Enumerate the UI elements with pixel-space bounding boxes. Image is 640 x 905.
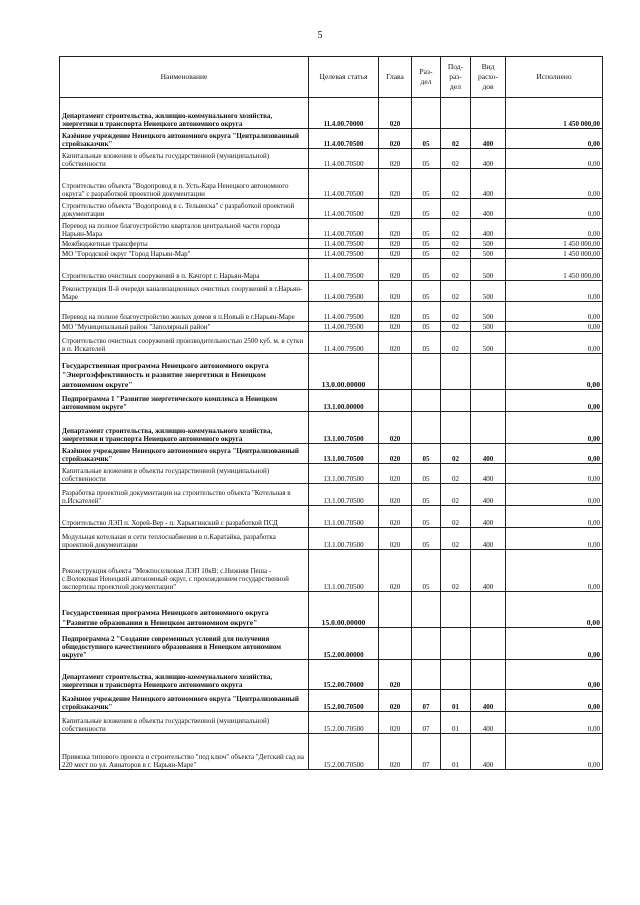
row-target-article: 11.4.00.79500 bbox=[309, 302, 379, 322]
table-row bbox=[60, 149, 603, 169]
row-subsection: 01 bbox=[441, 712, 471, 734]
row-executed-amount: 0,00 bbox=[506, 129, 603, 149]
row-chapter: 020 bbox=[379, 169, 412, 199]
row-executed-amount: 0,00 bbox=[506, 592, 603, 628]
row-section bbox=[412, 412, 441, 444]
row-subsection bbox=[441, 628, 471, 660]
row-expense-type: 400 bbox=[471, 149, 506, 169]
row-expense-type: 400 bbox=[471, 550, 506, 592]
table-row bbox=[60, 322, 603, 332]
row-target-article: 13.0.00.00000 bbox=[309, 354, 379, 390]
row-name: Департамент строительства, жилищно-коммунального хозяйства, энергетики и транспорта Ненецкого автономного округа bbox=[60, 660, 309, 690]
row-expense-type: 500 bbox=[471, 259, 506, 281]
row-subsection: 01 bbox=[441, 690, 471, 712]
row-chapter: 020 bbox=[379, 734, 412, 770]
row-executed-amount: 1 450 000,00 bbox=[506, 98, 603, 129]
row-expense-type: 500 bbox=[471, 249, 506, 259]
table-row bbox=[60, 592, 603, 628]
row-subsection: 02 bbox=[441, 550, 471, 592]
row-subsection: 02 bbox=[441, 259, 471, 281]
row-chapter: 020 bbox=[379, 129, 412, 149]
row-executed-amount: 0,00 bbox=[506, 506, 603, 528]
table-row bbox=[60, 302, 603, 322]
row-chapter: 020 bbox=[379, 550, 412, 592]
header-chapter: Глава bbox=[379, 57, 412, 98]
row-section bbox=[412, 98, 441, 129]
row-target-article: 11.4.00.79500 bbox=[309, 239, 379, 249]
row-expense-type: 400 bbox=[471, 464, 506, 484]
row-chapter: 020 bbox=[379, 464, 412, 484]
page-number: 5 bbox=[317, 30, 323, 41]
row-name: Капитальные вложения в объекты государственной (муниципальной) собственности bbox=[60, 712, 309, 734]
row-executed-amount: 0,00 bbox=[506, 332, 603, 354]
row-expense-type: 400 bbox=[471, 734, 506, 770]
row-executed-amount: 1 450 000,00 bbox=[506, 249, 603, 259]
header-name: Наименование bbox=[60, 57, 309, 98]
row-name: Строительство объекта "Водопровод в п. Усть-Кара Ненецкого автономного округа" с разработкой проектной документации bbox=[60, 169, 309, 199]
row-name: Межбюджетные трансферты bbox=[60, 239, 309, 249]
row-expense-type: 400 bbox=[471, 712, 506, 734]
row-section: 05 bbox=[412, 249, 441, 259]
row-subsection: 02 bbox=[441, 332, 471, 354]
row-subsection: 02 bbox=[441, 528, 471, 550]
row-name: Подпрограмма 2 "Создание современных условий для получения общедоступного качественного образования в Ненецком автономном округе" bbox=[60, 628, 309, 660]
row-name: Привязка типового проекта и строительство "под ключ" объекта "Детский сад на 220 мест по ул. Авиаторов в г. Нарьян-Маре" bbox=[60, 734, 309, 770]
row-subsection: 02 bbox=[441, 506, 471, 528]
row-section bbox=[412, 592, 441, 628]
row-section: 07 bbox=[412, 734, 441, 770]
row-chapter: 020 bbox=[379, 528, 412, 550]
row-subsection: 02 bbox=[441, 219, 471, 239]
table-header-row bbox=[60, 57, 603, 98]
row-subsection: 02 bbox=[441, 199, 471, 219]
row-chapter: 020 bbox=[379, 712, 412, 734]
row-executed-amount: 0,00 bbox=[506, 628, 603, 660]
row-section: 07 bbox=[412, 690, 441, 712]
row-target-article: 11.4.00.70500 bbox=[309, 169, 379, 199]
row-chapter: 020 bbox=[379, 259, 412, 281]
table-row bbox=[60, 129, 603, 149]
row-section: 05 bbox=[412, 281, 441, 302]
row-section: 05 bbox=[412, 464, 441, 484]
row-name: Строительство ЛЭП п. Хорей-Вер - п. Харьягинский с разработкой ПСД bbox=[60, 506, 309, 528]
row-expense-type: 400 bbox=[471, 169, 506, 199]
table-row bbox=[60, 199, 603, 219]
row-section: 05 bbox=[412, 199, 441, 219]
row-expense-type bbox=[471, 628, 506, 660]
row-section: 05 bbox=[412, 332, 441, 354]
row-target-article: 13.1.00.70500 bbox=[309, 412, 379, 444]
row-executed-amount: 0,00 bbox=[506, 281, 603, 302]
row-executed-amount: 0,00 bbox=[506, 322, 603, 332]
row-section: 05 bbox=[412, 444, 441, 464]
row-chapter bbox=[379, 592, 412, 628]
row-section: 05 bbox=[412, 528, 441, 550]
row-executed-amount: 0,00 bbox=[506, 354, 603, 390]
table-row bbox=[60, 690, 603, 712]
row-executed-amount: 0,00 bbox=[506, 690, 603, 712]
row-chapter bbox=[379, 354, 412, 390]
table-row bbox=[60, 239, 603, 249]
table-row bbox=[60, 550, 603, 592]
row-subsection: 02 bbox=[441, 484, 471, 506]
row-expense-type: 400 bbox=[471, 484, 506, 506]
row-chapter: 020 bbox=[379, 412, 412, 444]
row-section: 05 bbox=[412, 219, 441, 239]
row-name: Департамент строительства, жилищно-коммунального хозяйства, энергетики и транспорта Ненецкого автономного округа bbox=[60, 412, 309, 444]
row-target-article: 15.2.00.70500 bbox=[309, 712, 379, 734]
row-target-article: 15.2.00.70500 bbox=[309, 690, 379, 712]
row-name: Перевод на полное благоустройство жилых домов в п.Новый в г.Нарьян-Маре bbox=[60, 302, 309, 322]
row-expense-type bbox=[471, 592, 506, 628]
row-executed-amount: 0,00 bbox=[506, 484, 603, 506]
header-executed: Исполнено bbox=[506, 57, 603, 98]
table-row bbox=[60, 628, 603, 660]
row-name: Перевод на полное благоустройство кварталов центральной части города Нарьян-Мара bbox=[60, 219, 309, 239]
row-subsection: 02 bbox=[441, 322, 471, 332]
row-subsection: 02 bbox=[441, 444, 471, 464]
row-target-article: 11.4.00.70500 bbox=[309, 149, 379, 169]
row-chapter: 020 bbox=[379, 219, 412, 239]
table-row bbox=[60, 412, 603, 444]
row-name: Казённое учреждение Ненецкого автономного округа "Централизованный стройзаказчик" bbox=[60, 690, 309, 712]
row-executed-amount: 0,00 bbox=[506, 199, 603, 219]
row-target-article: 11.4.00.70000 bbox=[309, 98, 379, 129]
row-executed-amount: 0,00 bbox=[506, 169, 603, 199]
row-chapter: 020 bbox=[379, 322, 412, 332]
row-target-article: 11.4.00.79500 bbox=[309, 322, 379, 332]
row-subsection: 02 bbox=[441, 169, 471, 199]
row-expense-type bbox=[471, 660, 506, 690]
table-row bbox=[60, 734, 603, 770]
row-name: МО "Муниципальный район "Заполярный район" bbox=[60, 322, 309, 332]
row-section: 05 bbox=[412, 259, 441, 281]
row-expense-type bbox=[471, 354, 506, 390]
row-name: Строительство очистных сооружений производительностью 2500 куб. м. в сутки в п. Искателей bbox=[60, 332, 309, 354]
row-target-article: 11.4.00.79500 bbox=[309, 281, 379, 302]
table-row bbox=[60, 332, 603, 354]
row-section bbox=[412, 390, 441, 412]
header-expense-type: Вид расхо- дов bbox=[471, 57, 506, 98]
row-expense-type: 500 bbox=[471, 281, 506, 302]
row-name: Строительство объекта "Водопровод в с. Тельвиска" с разработкой проектной документации bbox=[60, 199, 309, 219]
row-name: Казённое учреждение Ненецкого автономного округа "Централизованный стройзаказчик" bbox=[60, 444, 309, 464]
row-expense-type: 500 bbox=[471, 239, 506, 249]
row-expense-type: 400 bbox=[471, 444, 506, 464]
table-row bbox=[60, 444, 603, 464]
row-target-article: 11.4.00.70500 bbox=[309, 199, 379, 219]
table-row bbox=[60, 712, 603, 734]
table-row bbox=[60, 219, 603, 239]
row-subsection: 02 bbox=[441, 149, 471, 169]
row-expense-type: 400 bbox=[471, 690, 506, 712]
row-executed-amount: 0,00 bbox=[506, 550, 603, 592]
row-subsection: 02 bbox=[441, 281, 471, 302]
table-row bbox=[60, 169, 603, 199]
row-target-article: 11.4.00.70500 bbox=[309, 129, 379, 149]
row-section bbox=[412, 354, 441, 390]
row-expense-type: 500 bbox=[471, 332, 506, 354]
row-chapter: 020 bbox=[379, 690, 412, 712]
row-expense-type: 400 bbox=[471, 219, 506, 239]
row-subsection: 02 bbox=[441, 302, 471, 322]
row-expense-type: 400 bbox=[471, 506, 506, 528]
row-subsection bbox=[441, 660, 471, 690]
row-name: Капитальные вложения в объекты государственной (муниципальной) собственности bbox=[60, 149, 309, 169]
row-section: 05 bbox=[412, 169, 441, 199]
row-target-article: 13.1.00.70500 bbox=[309, 464, 379, 484]
row-name: Разработка проектной документации на строительство объекта "Котельная в п.Искателей" bbox=[60, 484, 309, 506]
row-chapter: 020 bbox=[379, 98, 412, 129]
row-name: Государственная программа Ненецкого автономного округа "Энергоэффективность и развитие энергетики в Ненецком автономном округе" bbox=[60, 354, 309, 390]
row-subsection: 02 bbox=[441, 129, 471, 149]
row-name: Казённое учреждение Ненецкого автономного округа "Централизованный стройзаказчик" bbox=[60, 129, 309, 149]
table-row bbox=[60, 484, 603, 506]
row-expense-type: 400 bbox=[471, 199, 506, 219]
row-target-article: 13.1.00.70500 bbox=[309, 484, 379, 506]
row-subsection bbox=[441, 592, 471, 628]
row-target-article: 11.4.00.79500 bbox=[309, 249, 379, 259]
row-chapter: 020 bbox=[379, 506, 412, 528]
row-executed-amount: 1 450 000,00 bbox=[506, 259, 603, 281]
row-target-article: 15.2.00.70000 bbox=[309, 660, 379, 690]
row-chapter: 020 bbox=[379, 444, 412, 464]
row-name: Департамент строительства, жилищно-коммунального хозяйства, энергетики и транспорта Ненецкого автономного округа bbox=[60, 98, 309, 129]
row-executed-amount: 0,00 bbox=[506, 528, 603, 550]
header-target-article: Целевая статья bbox=[309, 57, 379, 98]
row-subsection: 01 bbox=[441, 734, 471, 770]
row-target-article: 15.2.00.70500 bbox=[309, 734, 379, 770]
row-section: 05 bbox=[412, 484, 441, 506]
row-target-article: 11.4.00.79500 bbox=[309, 259, 379, 281]
row-subsection: 02 bbox=[441, 464, 471, 484]
row-section bbox=[412, 660, 441, 690]
row-chapter: 020 bbox=[379, 149, 412, 169]
table-row bbox=[60, 249, 603, 259]
row-target-article: 11.4.00.79500 bbox=[309, 332, 379, 354]
row-name: Государственная программа Ненецкого автономного округа "Развитие образования в Ненецком автономном округе" bbox=[60, 592, 309, 628]
row-section: 07 bbox=[412, 712, 441, 734]
row-chapter: 020 bbox=[379, 239, 412, 249]
row-executed-amount: 0,00 bbox=[506, 219, 603, 239]
row-section: 05 bbox=[412, 239, 441, 249]
row-target-article: 11.4.00.70500 bbox=[309, 219, 379, 239]
row-chapter: 020 bbox=[379, 281, 412, 302]
row-name: Модульная котельная и сети теплоснабжения в п.Каратайка, разработка проектной документации bbox=[60, 528, 309, 550]
row-executed-amount: 1 450 000,00 bbox=[506, 239, 603, 249]
row-subsection bbox=[441, 354, 471, 390]
row-target-article: 15.2.00.00000 bbox=[309, 628, 379, 660]
row-executed-amount: 0,00 bbox=[506, 712, 603, 734]
row-chapter bbox=[379, 390, 412, 412]
row-subsection bbox=[441, 98, 471, 129]
row-name: Подпрограмма 1 "Развитие энергетического комплекса в Ненецком автономном округе" bbox=[60, 390, 309, 412]
row-name: Строительство очистных сооружений в п. Качгорт г. Нарьян-Мара bbox=[60, 259, 309, 281]
row-chapter: 020 bbox=[379, 332, 412, 354]
table-row bbox=[60, 464, 603, 484]
row-name: Капитальные вложения в объекты государственной (муниципальной) собственности bbox=[60, 464, 309, 484]
row-section: 05 bbox=[412, 550, 441, 592]
budget-execution-table bbox=[59, 56, 603, 770]
row-expense-type bbox=[471, 412, 506, 444]
table-row bbox=[60, 528, 603, 550]
table-row bbox=[60, 98, 603, 129]
row-executed-amount: 0,00 bbox=[506, 302, 603, 322]
row-section: 05 bbox=[412, 149, 441, 169]
row-section: 05 bbox=[412, 322, 441, 332]
row-section: 05 bbox=[412, 506, 441, 528]
row-expense-type bbox=[471, 98, 506, 129]
row-target-article: 13.1.00.70500 bbox=[309, 444, 379, 464]
row-target-article: 15.0.00.00000 bbox=[309, 592, 379, 628]
row-chapter bbox=[379, 628, 412, 660]
header-subsection: Под- раз- дел bbox=[441, 57, 471, 98]
header-section: Раз- дел bbox=[412, 57, 441, 98]
table-row bbox=[60, 354, 603, 390]
table-row bbox=[60, 390, 603, 412]
row-section: 05 bbox=[412, 129, 441, 149]
row-executed-amount: 0,00 bbox=[506, 444, 603, 464]
row-target-article: 13.1.00.70500 bbox=[309, 506, 379, 528]
row-executed-amount: 0,00 bbox=[506, 390, 603, 412]
row-subsection: 02 bbox=[441, 249, 471, 259]
row-expense-type: 400 bbox=[471, 129, 506, 149]
row-name: Реконструкция II-й очереди канализационных очистных сооружений в г.Нарьян-Маре bbox=[60, 281, 309, 302]
row-section: 05 bbox=[412, 302, 441, 322]
row-executed-amount: 0,00 bbox=[506, 412, 603, 444]
row-executed-amount: 0,00 bbox=[506, 734, 603, 770]
row-section bbox=[412, 628, 441, 660]
row-expense-type: 500 bbox=[471, 322, 506, 332]
row-expense-type: 400 bbox=[471, 528, 506, 550]
row-chapter: 020 bbox=[379, 302, 412, 322]
row-chapter: 020 bbox=[379, 199, 412, 219]
row-target-article: 13.1.00.70500 bbox=[309, 528, 379, 550]
row-chapter: 020 bbox=[379, 660, 412, 690]
row-executed-amount: 0,00 bbox=[506, 149, 603, 169]
row-subsection bbox=[441, 412, 471, 444]
table-row bbox=[60, 660, 603, 690]
row-chapter: 020 bbox=[379, 484, 412, 506]
row-expense-type bbox=[471, 390, 506, 412]
row-expense-type: 500 bbox=[471, 302, 506, 322]
table-row bbox=[60, 259, 603, 281]
row-chapter: 020 bbox=[379, 249, 412, 259]
table-row bbox=[60, 506, 603, 528]
row-executed-amount: 0,00 bbox=[506, 660, 603, 690]
row-subsection bbox=[441, 390, 471, 412]
table-row bbox=[60, 281, 603, 302]
row-subsection: 02 bbox=[441, 239, 471, 249]
row-target-article: 13.1.00.70500 bbox=[309, 550, 379, 592]
row-name: МО "Городской округ "Город Нарьян-Мар" bbox=[60, 249, 309, 259]
row-name: Реконструкция объекта "Межпоселковая ЛЭП 10кВ: с.Нижняя Пеша - с.Волоковая Ненецкий автономный округ, с прохождением государственной экспертизы проектной документации" bbox=[60, 550, 309, 592]
row-executed-amount: 0,00 bbox=[506, 464, 603, 484]
row-target-article: 13.1.00.00000 bbox=[309, 390, 379, 412]
